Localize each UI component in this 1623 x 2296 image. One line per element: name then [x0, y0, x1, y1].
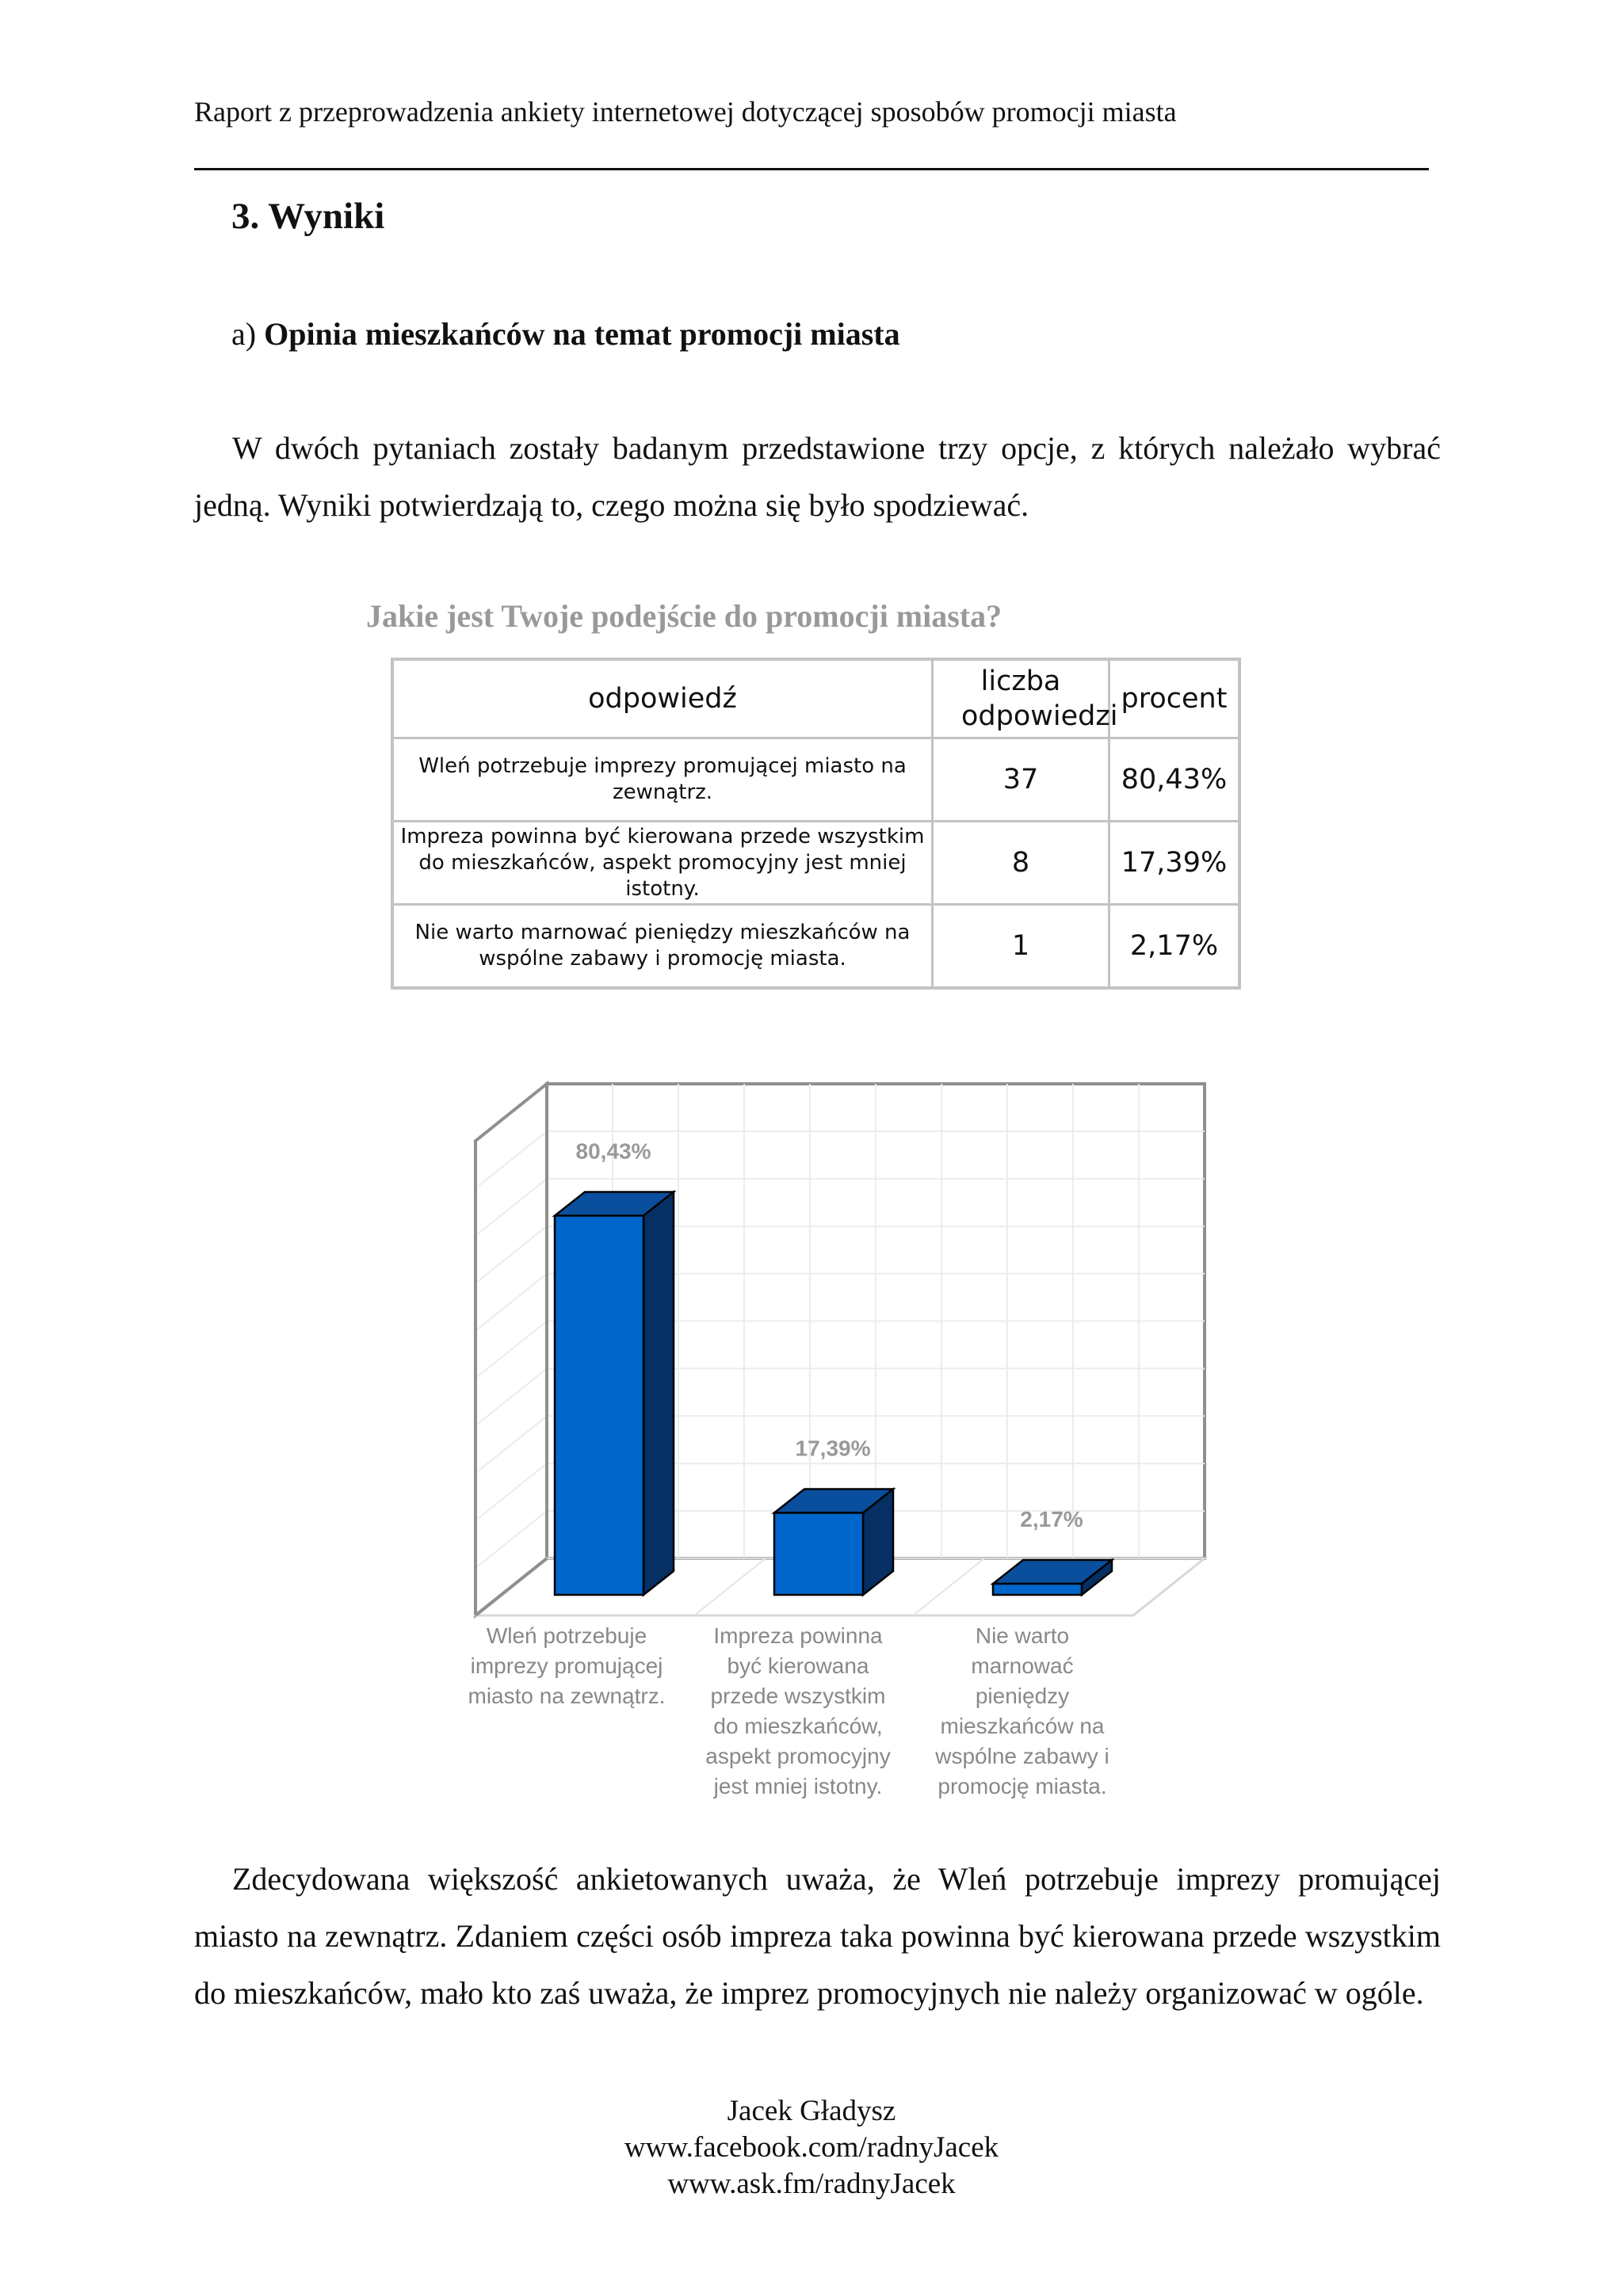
header-rule	[194, 168, 1429, 170]
conclusion-paragraph: Zdecydowana większość ankietowanych uważa, że Wleń potrzebuje imprezy promującej miasto na zewnątrz. Zdaniem części osób impreza taka powinna być kierowana przede wszystkim do mieszkańców, mało kto zaś uważa, że imprez promocyjnych nie należy organizować w ogóle.	[194, 1861, 1441, 2011]
category-label: Nie warto	[975, 1623, 1070, 1648]
bar	[993, 1584, 1082, 1595]
header-percent: procent	[1109, 659, 1240, 738]
category-label: przede wszystkim	[710, 1684, 886, 1708]
data-label: 80,43%	[575, 1138, 651, 1164]
header-count	[933, 659, 1118, 738]
gridline-side	[475, 1322, 547, 1379]
footer-askfm: www.ask.fm/radnyJacek	[667, 2168, 956, 2200]
category-label: Impreza powinna	[713, 1623, 883, 1648]
count-cell: 8	[933, 822, 1109, 905]
floor-separator	[694, 1558, 766, 1615]
table-header-row	[392, 659, 1239, 738]
bar-chart-3d	[460, 1070, 1252, 1822]
footer-author: Jacek Gładysz	[727, 2095, 896, 2127]
gridline-side	[475, 1131, 547, 1188]
category-label: promocję miasta.	[938, 1774, 1107, 1798]
bar-side	[643, 1192, 674, 1595]
intro-paragraph: W dwóch pytaniach zostały badanym przedstawione trzy opcje, z których należało wybrać jedną. Wyniki potwierdzają to, czego można się było spodziewać.	[194, 430, 1441, 523]
header-answer: odpowiedź	[392, 659, 933, 738]
category-label: pieniędzy	[975, 1684, 1070, 1708]
gridline-side	[475, 1368, 547, 1425]
category-label: miasto na zewnątrz.	[468, 1684, 666, 1708]
subsection-title: Opinia mieszkańców na temat promocji miasta	[264, 316, 900, 352]
table-row	[392, 738, 1239, 822]
percent-cell: 80,43%	[1109, 738, 1240, 822]
gridline-side	[475, 1416, 547, 1473]
footer	[0, 2093, 1623, 2203]
answer-cell: Nie warto marnować pieniędzy mieszkańców na wspólne zabawy i promocję miasta.	[392, 905, 933, 988]
category-label: marnować	[971, 1653, 1074, 1678]
category-label: aspekt promocyjny	[705, 1744, 891, 1768]
bar	[774, 1513, 863, 1595]
count-cell: 1	[933, 905, 1109, 988]
gridline-side	[475, 1463, 547, 1520]
category-label: być kierowana	[727, 1653, 869, 1678]
category-label: wspólne zabawy i	[935, 1744, 1109, 1768]
page-header-title: Raport z przeprowadzenia ankiety internetowej dotyczącej sposobów promocji miasta	[194, 96, 1177, 128]
subsection-heading	[231, 315, 900, 353]
question-title: Jakie jest Twoje podejście do promocji miasta?	[366, 598, 1002, 634]
floor-separator	[913, 1558, 984, 1615]
category-label: jest mniej istotny.	[713, 1774, 883, 1798]
answer-cell: Wleń potrzebuje imprezy promującej miasto na zewnątrz.	[392, 738, 933, 822]
header-count-text: liczba odpowiedzi	[961, 666, 1118, 732]
chart-floor-edge	[475, 1558, 547, 1615]
count-cell: 37	[933, 738, 1109, 822]
bar	[555, 1215, 643, 1595]
percent-cell: 2,17%	[1109, 905, 1240, 988]
subsection-prefix: a)	[231, 316, 265, 352]
category-label: do mieszkańców,	[713, 1714, 883, 1738]
gridline-side	[475, 1511, 547, 1568]
category-label: mieszkańców na	[940, 1714, 1105, 1738]
category-label: Wleń potrzebuje	[486, 1623, 647, 1648]
data-label: 2,17%	[1020, 1507, 1083, 1531]
answer-cell: Impreza powinna być kierowana przede wszystkim do mieszkańców, aspekt promocyjny jest mniej istotny.	[392, 822, 933, 905]
category-label: imprezy promującej	[470, 1653, 663, 1678]
table-row	[392, 905, 1239, 988]
section-title: 3. Wyniki	[231, 196, 385, 237]
table-row	[392, 822, 1239, 905]
results-table	[391, 658, 1241, 990]
gridline-side	[475, 1179, 547, 1236]
percent-cell: 17,39%	[1109, 822, 1240, 905]
footer-facebook: www.facebook.com/radnyJacek	[624, 2131, 999, 2164]
data-label: 17,39%	[795, 1436, 871, 1461]
gridline-side	[475, 1226, 547, 1283]
gridline-side	[475, 1274, 547, 1331]
